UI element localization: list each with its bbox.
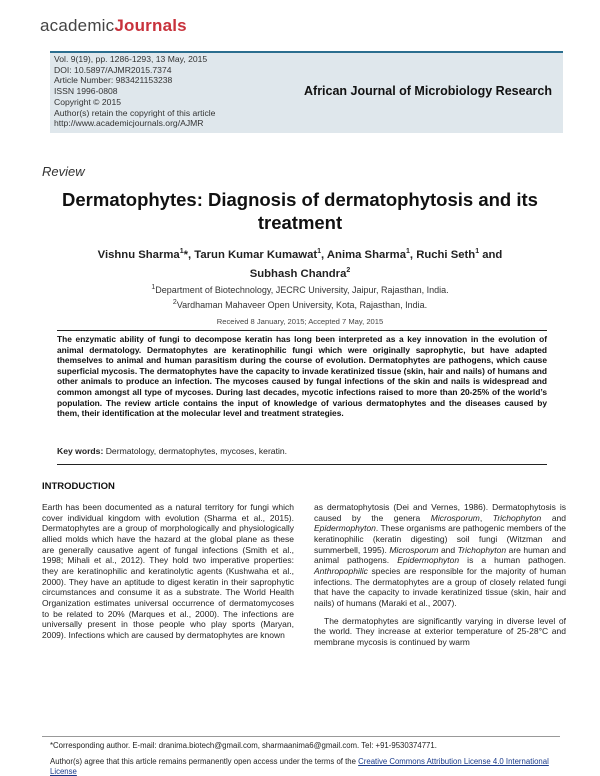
section-label: Review bbox=[42, 164, 85, 179]
license-link[interactable]: Creative Commons Attribution License 4.0 International License bbox=[50, 757, 549, 776]
article-metadata bbox=[54, 54, 215, 129]
paragraph: Earth has been documented as a natural territory for fungi which cover individual kingdom with evolution (Sharma et al., 2015). Dermatophytes are a group of morphologically and physiologically allied molds which have the hazard at the global plane as these are generally causative agent of fungal infections (Smith et al., 1998; Mihali et al., 2012). They hold two imperative properties: they are keratinophilic and keratinolytic agents (Kushwaha et al., 2000). They have an aptitude to digest keratin in their saprophytic circumstances and consume it as a substrate. The World Health Organization estimates universal occurrence of dermatomycoses to be related to 20% (Marques et al., 2000). The infections are universally present in those people who play sports (Maryan, 2009). Infections which are caused by dermatophytes are known bbox=[42, 502, 294, 640]
affiliation-1: $^1$Department of Biotechnology, JECRC University, Jaipur, Rajasthan, India. bbox=[151, 284, 449, 295]
meta-copyright: Copyright © 2015 bbox=[54, 96, 122, 107]
meta-issn: ISSN 1996-0808 bbox=[54, 86, 118, 97]
author-name: Subhash Chandra bbox=[249, 267, 347, 280]
abstract: The enzymatic ability of fungi to decompose keratin has long been interpreted as a key innovation in the evolution of animal dermatology. Dermatophytes are keratinophilic fungi which were originally saprophytic, but have adapted themselves to animal and human parasitism during the course of evolution. Dermatophytes are pathogens, which cause superficial mycosis. The dermatophytes have the capacity to invade keratinized tissue (skin, hair and nails) of humans and other animals to produce an infection. The mycoses caused by fungal infections of the skin and nails is widespread and common amongst all type of mycoses. During last decades, mycotic infections raised to more than 20-25% of the world’s population. The review article contains the input of knowledge of various dermatophytes and the diseases caused by them, their identification at the molecular level and treatment strategies. bbox=[57, 334, 547, 419]
article-title: Dermatophytes: Diagnosis of dermatophytosis and its treatment bbox=[62, 189, 538, 233]
keywords-label: Key words: bbox=[57, 446, 104, 456]
received-dates: Received 8 January, 2015; Accepted 7 May, 2015 bbox=[216, 317, 384, 326]
abstract-bottom-rule bbox=[57, 464, 547, 465]
meta-article-number: Article Number: 983421153238 bbox=[54, 75, 173, 86]
logo-journals: Journals bbox=[114, 16, 187, 35]
paragraph: The dermatophytes are significantly varying in diverse level of the world. They increase at exterior temperature of 25-28°C and membrane mycosis is continued by warm bbox=[314, 615, 566, 647]
affiliation-2: $^2$Vardhaman Mahaveer Open University, Kota, Rajasthan, India. bbox=[172, 298, 428, 310]
author-name: Anima Sharma bbox=[326, 248, 406, 261]
meta-doi: DOI: 10.5897/AJMR2015.7374 bbox=[54, 64, 172, 75]
body-column-right bbox=[314, 502, 566, 648]
keywords-text: Dermatology, dermatophytes, mycoses, keratin. bbox=[105, 446, 288, 456]
publisher-logo bbox=[40, 16, 187, 36]
abstract-top-rule bbox=[57, 330, 547, 331]
keywords bbox=[57, 446, 547, 456]
author-name: Tarun Kumar Kumawat bbox=[194, 248, 318, 261]
logo-academic: academic bbox=[40, 16, 115, 35]
footnote-rule bbox=[42, 736, 560, 737]
body-column-left bbox=[42, 502, 294, 641]
license-note: Author(s) agree that this article remains permanently open access under the terms of the Creative Commons Attribution License 4.0 International License bbox=[50, 757, 549, 776]
author-name: Vishnu Sharma bbox=[97, 248, 180, 261]
meta-author-rights: Author(s) retain the copyright of this article bbox=[54, 107, 216, 118]
meta-url[interactable]: http://www.academicjournals.org/AJMR bbox=[54, 118, 204, 129]
author-list: Vishnu Sharma$^1$*, Tarun Kumar Kumawat$^1$, Anima Sharma$^1$, Ruchi Seth$^1$ and Subhash Chandra$^2$ bbox=[97, 248, 503, 280]
affiliations bbox=[60, 282, 540, 311]
journal-name: African Journal of Microbiology Research bbox=[304, 84, 552, 98]
introduction-heading: INTRODUCTION bbox=[42, 481, 115, 492]
corresponding-author: *Corresponding author. E-mail: dranima.biotech@gmail.com, sharmaanima6@gmail.com. Tel: +91-9530374771. bbox=[50, 741, 437, 750]
meta-volume: Vol. 9(19), pp. 1286-1293, 13 May, 2015 bbox=[54, 54, 208, 64]
paragraph: as dermatophytosis (Dei and Vernes, 1986). Dermatophytosis is caused by the genera Microsporum, Trichophyton and Epidermophyton. These organisms are pathogenic members of the keratinophilic (keratin digesting) soil fungi (Witzman and summerbell, 1995). Microsporum and Trichophyton are human and animal pathogens. Epidermophyton is a human pathogen. Anthropophilic species are responsible for the majority of human infections. The dermatophytes are a group of closely related fungi that have the capacity to invade keratinized tissue (skin, hair and nails) of humans (Maraki et al., 2007). bbox=[314, 502, 567, 608]
author-name: Ruchi Seth bbox=[416, 248, 476, 261]
